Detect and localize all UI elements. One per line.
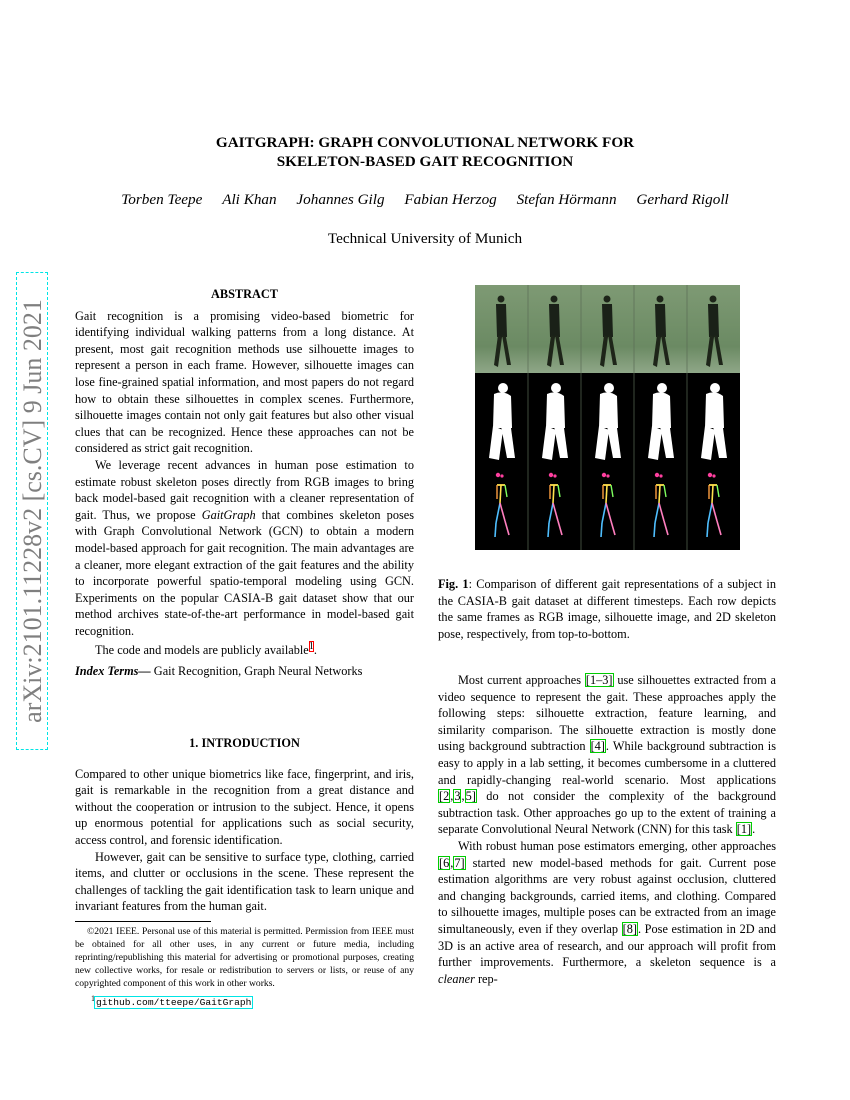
right-paragraph-2: With robust human pose estimators emerging, other approaches [6,7] started new model-based methods for gait. Current pose estimation algorithms are very robust against occlusion, cluttered and changing backgrounds, carried items, and clothing. Compared to silhouette images, multiple poses can be extracted from an image simultaneously, even if they overlap [8]. Pose estimation in 2D and 3D is an active area of research, and our approach will profit from further improvements. Furthermore, a skeleton sequence is a cleaner rep- [438,838,776,986]
silhouette-leg [713,426,727,458]
skeleton-leg [553,503,558,521]
skeleton-leg [548,523,549,537]
silhouette-leg [542,426,556,460]
silhouette-leg [501,426,515,458]
paper-title-line-1: GAITGRAPH: GRAPH CONVOLUTIONAL NETWORK FOR [215,134,635,151]
author-name: Stefan Hörmann [516,191,617,208]
skeleton-head-joint [606,474,609,477]
skeleton-leg [606,503,611,521]
citation-link[interactable]: 7] [454,855,465,870]
silhouette-leg [554,426,568,458]
silhouette-torso [546,392,565,428]
footnote-1: $^1$github.com/tteepe/GaitGraph [91,994,252,1009]
intro-paragraph-2: However, gait can be sensitive to surface type, clothing, carried items, and clutter or occlusions in the scene. These represent the challenges of tackling the gait identification task to learn unique and invariant features from the human gait. [75,849,414,914]
footnote-block [75,925,414,1009]
skeleton-leg [495,523,496,537]
skeleton-spine [606,485,607,503]
figure-1-image [475,285,740,550]
right-paragraph-1: Most current approaches [1–3] use silhouettes extracted from a video sequence to represent the gait. These approaches apply the following steps: silhouette extraction, feature learning, and similarity comparison. The silhouette extraction is mostly done using background subtraction [4]. While background subtraction is easy to apply in a lab setting, it becomes cumbersome in a cluttered and rapidly-changing real-world scenario. Most applications [2,3,5] do not consider the complexity of the background subtraction task. Other approaches go up to the extent of training a separate Convolutional Neural Network (CNN) for this task [1]. [438,673,776,837]
silhouette-torso [599,392,618,428]
skeleton-arm [611,485,613,497]
skeleton-leg [712,503,717,521]
citation-link[interactable]: [6 [439,855,450,870]
author-name: Johannes Gilg [296,191,385,208]
silhouette-leg [660,426,674,458]
silhouette-leg [607,426,621,458]
citation-link[interactable]: 5] [465,789,476,804]
author-name: Ali Khan [222,191,277,208]
abstract-paragraph-2: We leverage recent advances in human pose estimation to estimate robust skeleton poses directly from RGB images to bring back model-based gait recognition with a cleaner representation of gait. Thus, we propose GaitGraph that combines skeleton poses with Graph Convolutional Network (GCN) to obtain a modern model-based approach for gait recognition. The main advantages are a cleaner, more elegant extraction of the gait features and the ability to incorporate powerful spatio-temporal modeling using GCN. Experiments on the popular CASIA-B gait dataset show that our method archives state-of-the-art performance in model-based gait recognition. [75,457,414,638]
silhouette-head [551,383,561,393]
rgb-person-head [657,296,664,303]
skeleton-leg [558,521,562,535]
rgb-person-head [604,296,611,303]
skeleton-head-joint [553,474,556,477]
skeleton-leg [717,521,721,535]
citation-link[interactable]: [2 [439,789,450,804]
skeleton-spine [553,485,554,503]
skeleton-arm [664,485,666,497]
skeleton-head-joint [549,473,553,477]
skeleton-head-joint [496,473,500,477]
paper-title-line-2: SKELETON-BASED GAIT RECOGNITION [276,153,574,170]
skeleton-leg [659,503,664,521]
skeleton-arm [717,485,719,497]
author-name: Gerhard Rigoll [636,191,729,208]
figure-1-caption: Fig. 1: Comparison of different gait representations of a subject in the CASIA-B gait dataset at different timesteps. Each row depicts the same frames as RGB image, silhouette image, and 2D skeleton pose, respectively, from top-to-bottom. [438,577,777,641]
silhouette-leg [648,426,662,460]
rgb-person-torso [549,304,560,337]
arxiv-stamp[interactable] [16,272,48,750]
skeleton-leg [664,521,668,535]
abstract-paragraph-1: Gait recognition is a promising video-based biometric for identifying individual walking patterns from a long distance. At present, most gait recognition methods use silhouette images to represent a person in each frame. However, silhouette images can lose fine-grained spatial information, and most papers do not regard how to obtain these silhouettes in complex scenes. Furthermore, silhouette images contain not only gait features but also other visual clues that can be recognized. Hence these approaches can not be considered as strict gait recognition. [75,308,414,456]
citation-link[interactable]: [4] [590,739,605,754]
silhouette-torso [493,392,512,428]
copyright-notice: ©2021 IEEE. Personal use of this material is permitted. Permission from IEEE must be obtained for all other uses, in any current or future media, including reprinting/republishing this material for advertising or promotional purposes, creating new collective works, for resale or redistribution to servers or lists, or reuse of any copyrighted component of this work in other works. [75,926,414,989]
rgb-person-head [551,296,558,303]
intro-continued [438,672,776,987]
arxiv-stamp-text[interactable]: arXiv:2101.11228v2 [cs.CV] 9 Jun 2021 [16,272,48,750]
skeleton-head-joint [602,473,606,477]
intro-paragraph-1: Compared to other unique biometrics like face, fingerprint, and iris, gait is remarkable in the recognition from a great distance and without the cooperation or intrusion to the subject. Hence, it opens up enormous potential for applications such as social security, access control, and forensic identification. [75,766,414,847]
abstract-heading: ABSTRACT [211,287,278,301]
silhouette-head [498,383,508,393]
affiliation: Technical University of Munich [327,230,523,247]
skeleton-head-joint [712,474,715,477]
rgb-person-torso [496,304,507,337]
rgb-person-torso [655,304,666,337]
rgb-person-torso [602,304,613,337]
skeleton-leg [611,521,615,535]
skeleton-spine [500,485,501,503]
silhouette-leg [701,426,715,460]
skeleton-spine [659,485,660,503]
skeleton-spine [712,485,713,503]
footnote-link[interactable]: 1 [308,641,314,653]
skeleton-leg [602,503,606,523]
gait-representations-grid [475,285,740,550]
citation-link[interactable]: [1] [736,822,752,837]
abstract-paragraph-3: The code and models are publicly available$^1$. [95,641,317,658]
skeleton-leg [500,503,505,521]
silhouette-leg [489,426,503,460]
figure-label: Fig. 1 [438,577,469,591]
introduction-heading: 1. INTRODUCTION [189,736,300,750]
silhouette-head [604,383,614,393]
footnote-divider [75,921,211,922]
skeleton-leg [549,503,553,523]
skeleton-leg [655,503,659,523]
skeleton-leg [707,523,708,537]
skeleton-leg [708,503,712,523]
skeleton-head-joint [708,473,712,477]
skeleton-leg [601,523,602,537]
index-terms: Index Terms— Gait Recognition, Graph Neural Networks [75,664,363,679]
introduction-section [75,735,414,915]
silhouette-head [710,383,720,393]
rgb-person-torso [708,304,719,337]
silhouette-torso [652,392,671,428]
skeleton-leg [496,503,500,523]
author-name: Torben Teepe [121,191,203,208]
skeleton-head-joint [659,474,662,477]
skeleton-arm [558,485,560,497]
rgb-person-head [710,296,717,303]
author-list [0,191,850,209]
abstract-section [75,286,414,680]
skeleton-leg [505,521,509,535]
silhouette-head [657,383,667,393]
citation-link[interactable]: [1–3] [585,673,613,687]
citation-link[interactable]: 3 [454,789,461,804]
skeleton-head-joint [655,473,659,477]
citation-link[interactable]: [8] [622,921,637,936]
silhouette-torso [705,392,724,428]
author-name: Fabian Herzog [404,191,497,208]
skeleton-arm [505,485,507,497]
silhouette-leg [595,426,609,460]
github-link[interactable]: github.com/tteepe/GaitGraph [96,997,252,1009]
skeleton-leg [654,523,655,537]
skeleton-head-joint [500,474,503,477]
rgb-person-head [498,296,505,303]
